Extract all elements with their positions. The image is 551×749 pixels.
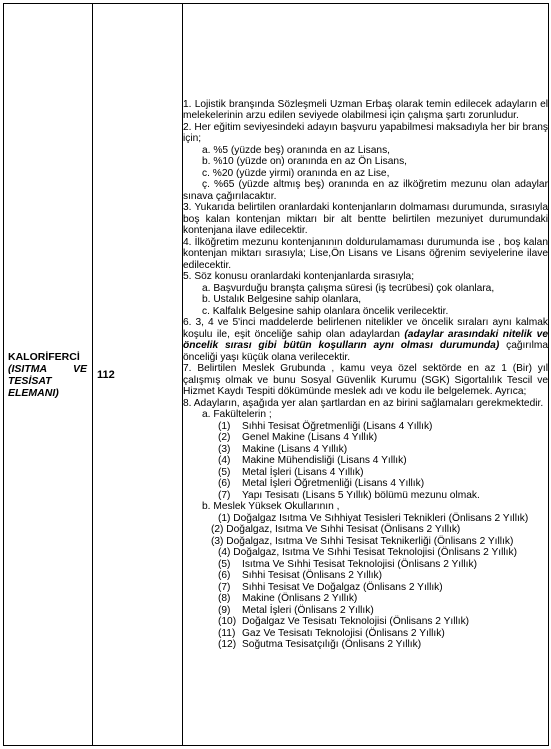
job-title	[4, 351, 92, 399]
vocational-item-number: (11)	[218, 627, 236, 639]
faculty-item-text: Sıhhi Tesisat Öğretmenliği (Lisans 4 Yıllık)	[242, 420, 433, 432]
requirement-5c: c. Kalfalık Belgesine sahip olanlara öncelik verilecektir.	[202, 305, 449, 317]
job-subtitle-line3: ELEMANI)	[8, 386, 59, 399]
vocational-item-text: Gaz Ve Tesisatı Teknolojisi (Önlisans 2 Yıllık)	[242, 627, 445, 639]
requirement-2: 2. Her eğitim seviyesindeki adayın başvuru yapabilmesi maksadıyla her bir branş için;	[183, 121, 548, 144]
faculty-item-number: (7)	[218, 489, 231, 501]
faculty-item	[183, 490, 548, 502]
requirement-6: 6. 3, 4 ve 5'inci maddelerde belirlenen nitelikler ve öncelik sıraları aynı kalmak koşulu ile, eşit önceliğe sahip olan adaylardan (adaylar arasındaki nitelik ve öncelik sırası gibi bütün koşulların aynı olması durumunda) çağırılma önceliği yaşı küçük olana verilecektir.	[183, 317, 548, 363]
requirement-2c: c. %20 (yüzde yirmi) oranında en az Lise,	[202, 167, 390, 179]
faculty-item-number: (6)	[218, 478, 231, 489]
vocational-item-number: (7)	[218, 581, 231, 593]
vocational-item-2: (2) Doğalgaz, Isıtma Ve Sıhhi Tesisat (Önlisans 2 Yıllık)	[211, 524, 461, 535]
vocational-item-text: Makine (Önlisans 2 Yıllık)	[242, 593, 358, 604]
faculty-item	[183, 478, 548, 490]
faculty-item-number: (2)	[218, 432, 231, 443]
vocational-item	[183, 593, 548, 605]
faculty-item	[183, 455, 548, 467]
vocational-item-number: (12)	[218, 639, 237, 650]
faculty-item-number: (1)	[218, 420, 231, 432]
faculty-item-text: Genel Makine (Lisans 4 Yıllık)	[242, 432, 378, 443]
requirement-8: 8. Adayların, aşağıda yer alan şartlardan en az birini sağlamaları gerekmektedir.	[183, 397, 544, 409]
job-subtitle-line1: (ISITMA VE	[8, 362, 87, 375]
requirement-5b: b. Ustalık Belgesine sahip olanlara,	[202, 294, 362, 305]
vocational-item	[183, 570, 548, 582]
requirement-2a: a. %5 (yüzde beş) oranında en az Lisans,	[202, 144, 391, 156]
job-code: 112	[97, 368, 115, 381]
requirement-1: 1. Lojistik branşında Sözleşmeli Uzman Erbaş olarak temin edilecek adayların el melekelerinin arzu edilen seviyede olabilmesi için çalışma şartı zorunludur.	[183, 98, 548, 121]
requirement-2d: ç. %65 (yüzde altmış beş) oranında en az ilköğretim mezunu olan adaylar sınava çağırılacaktır.	[183, 179, 548, 202]
requirement-2b: b. %10 (yüzde on) oranında en az Ön Lisans,	[202, 156, 408, 167]
faculty-item	[183, 432, 548, 444]
vocational-item-number: (9)	[218, 604, 231, 616]
requirement-5: 5. Söz konusu oranlardaki kontenjanlarda sırasıyla;	[183, 271, 415, 282]
requirements-table	[3, 3, 549, 746]
requirements-cell	[183, 4, 549, 746]
vocational-item-text: Doğalgaz Ve Tesisatı Teknolojisi (Önlisans 2 Yıllık)	[242, 616, 470, 627]
vocational-item-text: Sıhhi Tesisat Ve Doğalgaz (Önlisans 2 Yıllık)	[242, 581, 443, 593]
faculty-item	[183, 467, 548, 479]
faculty-item-number: (5)	[218, 466, 231, 478]
faculty-item	[183, 444, 548, 456]
requirement-6-emphasis: (adaylar arasındaki nitelik ve öncelik sırası gibi bütün koşulların aynı olması durumunda)	[183, 328, 548, 351]
faculty-item-number: (4)	[218, 455, 231, 466]
vocational-item-number: (10)	[218, 616, 237, 627]
vocational-item-3: (3) Doğalgaz, Isıtma Ve Sıhhi Tesisat Teknikerliği (Önlisans 2 Yıllık)	[211, 535, 514, 547]
faculty-item-text: Makine (Lisans 4 Yıllık)	[242, 443, 348, 455]
job-code-cell	[93, 4, 183, 746]
vocational-item-1: (1) Doğalgaz Isıtma Ve Sıhhiyat Tesisleri Teknikleri (Önlisans 2 Yıllık)	[218, 512, 529, 524]
job-title-main: KALORİFERCİ	[8, 350, 80, 363]
job-subtitle-line2: TESİSAT	[8, 374, 52, 387]
vocational-item-number: (8)	[218, 593, 231, 604]
faculty-item-number: (3)	[218, 443, 231, 455]
vocational-item-4: (4) Doğalgaz, Isıtma Ve Sıhhi Tesisat Teknolojisi (Önlisans 2 Yıllık)	[218, 547, 517, 558]
vocational-item-number: (5)	[218, 558, 231, 570]
vocational-item-text: Metal İşleri (Önlisans 2 Yıllık)	[242, 604, 374, 616]
vocational-item	[183, 605, 548, 617]
vocational-item	[183, 628, 548, 640]
vocational-item-number: (6)	[218, 570, 231, 581]
requirement-3: 3. Yukarıda belirtilen oranlardaki kontenjanların dolmaması durumunda, sırasıyla boş kalan kontenjan miktarı bir alt bentte belirtilen mezuniyet durumundaki kontenjana ilave edilecektir.	[183, 202, 548, 236]
requirement-8a: a. Fakültelerin ;	[202, 409, 272, 420]
vocational-item-text: Sıhhi Tesisat (Önlisans 2 Yıllık)	[242, 570, 383, 581]
faculty-item-text: Metal İşleri Öğretmenliği (Lisans 4 Yıllık)	[242, 478, 425, 489]
requirement-7: 7. Belirtilen Meslek Grubunda , kamu veya özel sektörde en az 1 (Bir) yıl çalışmış olmak ve bunu Sosyal Güvenlik Kurumu (SGK) Sigortalılık Tescil ve Hizmet Kaydı Tespiti dökümünde meslek adı ve kodu ile belgelemek. Ayrıca;	[183, 363, 548, 397]
vocational-item	[183, 616, 548, 628]
faculty-item-text: Yapı Tesisatı (Lisans 5 Yıllık) bölümü mezunu olmak.	[242, 489, 480, 501]
vocational-item	[183, 559, 548, 571]
requirement-5a: a. Başvurduğu branşta çalışma süresi (iş tecrübesi) çok olanlara,	[202, 282, 495, 294]
vocational-item	[183, 582, 548, 594]
faculty-item	[183, 421, 548, 433]
vocational-item	[183, 639, 548, 651]
job-title-cell	[4, 4, 93, 746]
requirement-4: 4. İlköğretim mezunu kontenjanının doldurulamaması durumunda ise , boş kalan kontenjan miktarı sırasıyla; Lise,Ön Lisans ve Lisans öğrenim seviyelerine ilave edilecektir.	[183, 236, 548, 271]
faculty-list	[183, 421, 548, 502]
faculty-item-text: Makine Mühendisliği (Lisans 4 Yıllık)	[242, 455, 407, 466]
faculty-item-text: Metal İşleri (Lisans 4 Yıllık)	[242, 466, 364, 478]
vocational-item-text: Soğutma Tesisatçılığı (Önlisans 2 Yıllık)	[242, 639, 422, 650]
vocational-item-text: Isıtma Ve Sıhhi Tesisat Teknolojisi (Önlisans 2 Yıllık)	[242, 558, 477, 570]
requirement-8b: b. Meslek Yüksek Okullarının ,	[202, 501, 340, 512]
vocational-list	[183, 559, 548, 651]
